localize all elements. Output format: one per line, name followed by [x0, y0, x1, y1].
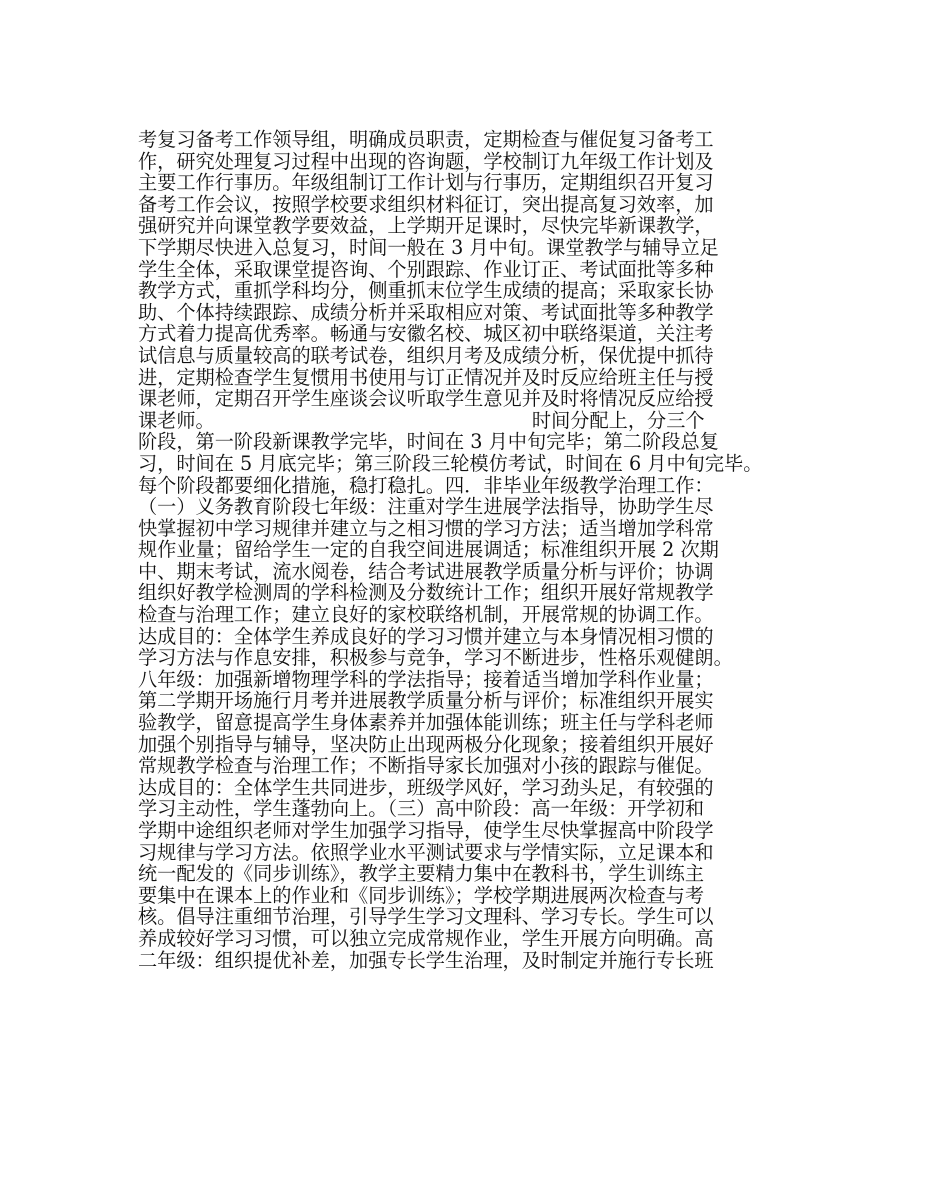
text-line: 习，时间在 5 月底完毕；第三阶段三轮模仿考试，时间在 6 月中旬完毕。 — [138, 451, 763, 475]
text-line: 下学期尽快进入总复习，时间一般在 3 月中旬。课堂教学与辅导立足 — [138, 235, 719, 259]
text-line: 主要工作行事历。年级组制订工作计划与行事历，定期组织召开复习 — [138, 171, 714, 195]
text-line: 验教学，留意提高学生身体素养并加强体能训练；班主任与学科老师 — [138, 711, 714, 735]
text-line: 核。倡导注重细节治理，引导学生学习文理科、学习专长。学生可以 — [138, 905, 714, 929]
text-line: 阶段，第一阶段新课教学完毕，时间在 3 月中旬完毕；第二阶段总复 — [138, 430, 719, 454]
text-line: 强研究并向课堂教学要效益，上学期开足课时，尽快完毕新课教学， — [138, 214, 714, 238]
text-line: 作，研究处理复习过程中出现的咨询题，学校制订九年级工作计划及 — [138, 149, 714, 173]
text-line: 中、期末考试，流水阅卷，结合考试进展教学质量分析与评价；协调 — [138, 559, 714, 583]
text-line: 每个阶段都要细化措施，稳打稳扎。四．非毕业年级教学治理工作： — [138, 473, 714, 497]
text-line: 第二学期开场施行月考并进展教学质量分析与评价；标准组织开展实 — [138, 689, 714, 713]
text-line: 常规教学检查与治理工作；不断指导家长加强对小孩的跟踪与催促。 — [138, 754, 714, 778]
text-line: 学生全体，采取课堂提咨询、个别跟踪、作业订正、考试面批等多种 — [138, 257, 714, 281]
text-line: 学习主动性，学生蓬勃向上。（三）高中阶段：高一年级：开学初和 — [138, 797, 705, 821]
text-line: 习规律与学习方法。依照学业水平测试要求与学情实际，立足课本和 — [138, 840, 714, 864]
text-line: 规作业量；留给学生一定的自我空间进展调适；标准组织开展 2 次期 — [138, 538, 719, 562]
text-line: 助、个体持续跟踪、成绩分析并采取相应对策、考试面批等多种教学 — [138, 300, 714, 324]
body-text — [138, 129, 828, 971]
text-line: 备考工作会议，按照学校要求组织材料征订，突出提高复习效率，加 — [138, 192, 714, 216]
text-line: 组织好教学检测周的学科检测及分数统计工作；组织开展好常规教学 — [138, 581, 714, 605]
text-line: 进，定期检查学生复惯用书使用与订正情况并及时反应给班主任与授 — [138, 365, 714, 389]
text-line: 检查与治理工作；建立良好的家校联络机制，开展常规的协调工作。 — [138, 603, 714, 627]
text-line: （一）义务教育阶段七年级：注重对学生进展学法指导，协助学生尽 — [138, 495, 714, 519]
text-line: 养成较好学习习惯，可以独立完成常规作业，学生开展方向明确。高 — [138, 926, 714, 950]
text-line: 课老师。 时间分配上，分三个 — [138, 408, 705, 432]
text-line: 二年级：组织提优补差，加强专长学生治理，及时制定并施行专长班 — [138, 948, 714, 972]
text-line: 八年级：加强新增物理学科的学法指导；接着适当增加学科作业量； — [138, 667, 714, 691]
text-line: 考复习备考工作领导组，明确成员职责，定期检查与催促复习备考工 — [138, 128, 714, 151]
text-line: 方式着力提高优秀率。畅通与安徽名校、城区初中联络渠道，关注考 — [138, 322, 714, 346]
text-line: 学期中途组织老师对学生加强学习指导，使学生尽快掌握高中阶段学 — [138, 819, 714, 842]
text-line: 要集中在课本上的作业和《同步训练》；学校学期进展两次检查与考 — [138, 883, 705, 907]
text-line: 课老师，定期召开学生座谈会议听取学生意见并及时将情况反应给授 — [138, 387, 714, 411]
text-line: 统一配发的《同步训练》，教学主要精力集中在教科书，学生训练主 — [138, 862, 705, 886]
text-line: 学习方法与作息安排，积极参与竞争，学习不断进步，性格乐观健朗。 — [138, 646, 733, 670]
text-line: 快掌握初中学习规律并建立与之相习惯的学习方法；适当增加学科常 — [138, 516, 714, 540]
text-line: 试信息与质量较高的联考试卷，组织月考及成绩分析，保优提中抓待 — [138, 343, 714, 367]
text-line: 教学方式，重抓学科均分，侧重抓末位学生成绩的提高；采取家长协 — [138, 279, 714, 303]
text-line: 达成目的：全体学生养成良好的学习习惯并建立与本身情况相习惯的 — [138, 624, 714, 648]
text-line: 加强个别指导与辅导，坚决防止出现两极分化现象；接着组织开展好 — [138, 732, 714, 756]
text-line: 达成目的：全体学生共同进步，班级学风好，学习劲头足，有较强的 — [138, 775, 714, 799]
